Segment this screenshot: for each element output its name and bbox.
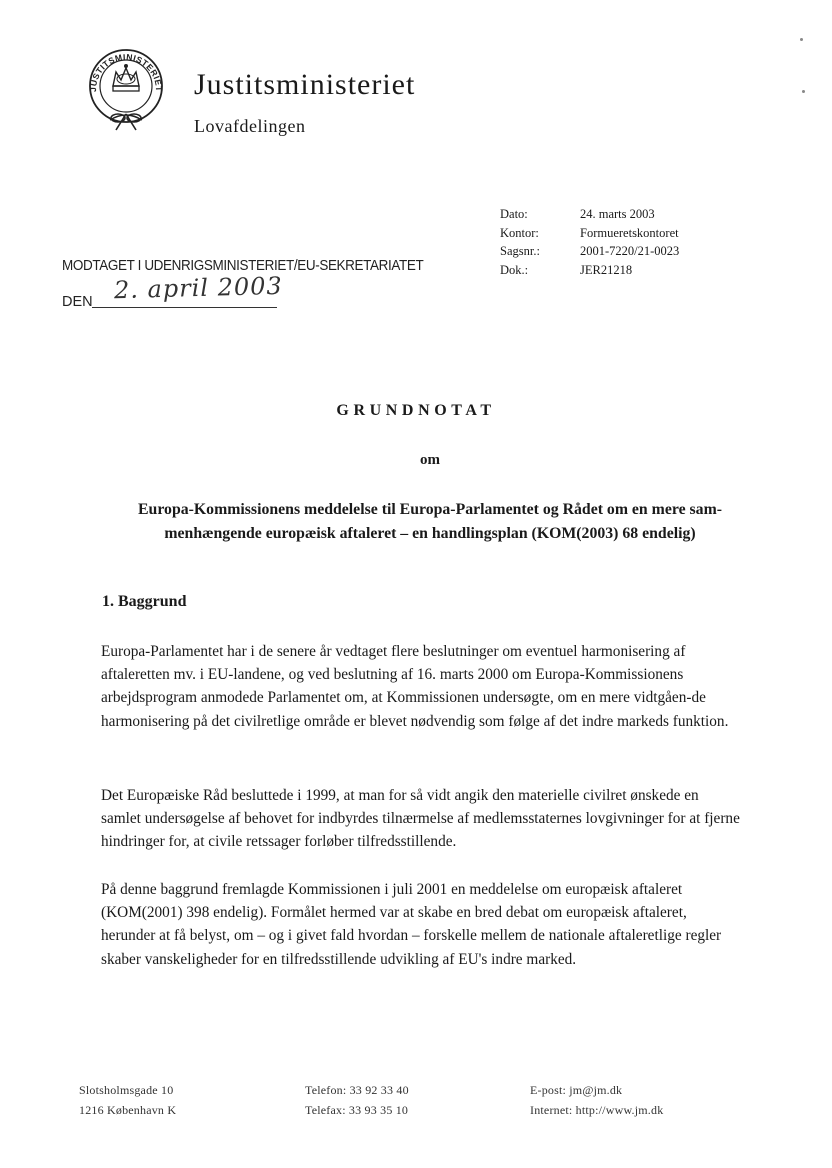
footer-address xyxy=(79,1080,176,1120)
document-subject xyxy=(110,498,750,546)
handwritten-received-date: 2. april 2003 xyxy=(113,271,284,305)
received-stamp-den-label: DEN xyxy=(62,294,93,310)
body-paragraph: Europa-Parlamentet har i de senere år vedtaget flere beslutninger om eventuel harmonisering af aftaleretten mv. i EU-landene, og ved beslutning af 16. marts 2000 om Europa-Kommissionens arbejdsprogram anmodede Parlamentet om, at Kommissionen undersøgte, om en mere vidtgåen-de harmonisering på det civilretlige område er blevet nødvendig som følge af det indre markeds funktion. xyxy=(101,643,729,730)
scan-speck xyxy=(802,90,805,93)
footer-address-street: Slotsholmsgade 10 xyxy=(79,1083,174,1097)
subject-line: menhængende europæisk aftaleret – en handlingsplan (KOM(2003) 68 endelig) xyxy=(164,525,696,542)
document-title: GRUNDNOTAT xyxy=(336,402,496,419)
department-name: Lovafdelingen xyxy=(194,116,306,136)
meta-row-office xyxy=(500,224,679,243)
footer-telephone: Telefon: 33 92 33 40 xyxy=(305,1083,409,1097)
meta-row-doc xyxy=(500,261,679,280)
footer-internet: Internet: http://www.jm.dk xyxy=(530,1103,664,1117)
meta-value: 24. marts 2003 xyxy=(580,207,655,221)
ministry-name: Justitsministeriet xyxy=(194,68,416,101)
footer-address-city: 1216 København K xyxy=(79,1103,177,1117)
footer-telefax: Telefax: 33 93 35 10 xyxy=(305,1103,409,1117)
meta-label: Sagsnr.: xyxy=(500,244,540,259)
scan-speck xyxy=(800,38,803,41)
meta-value: Formueretskontoret xyxy=(580,225,679,240)
meta-label: Dato: xyxy=(500,207,528,221)
meta-value: JER21218 xyxy=(580,262,633,277)
body-paragraph: På denne baggrund fremlagde Kommissionen i juli 2001 en meddelelse om europæisk aftaleret (KOM(2001) 398 endelig). Formålet hermed var at skabe en bred debat om europæisk aftaleret, herunder at få belyst, om – og i givet fald hvordan – forskelle mellem de nationale aftaleretlige regler skaber vanskeligheder for en tilfredsstillende udvikling af EU's indre marked. xyxy=(101,881,722,968)
footer-phone xyxy=(305,1080,409,1120)
received-stamp-title: MODTAGET I UDENRIGSMINISTERIET/EU-SEKRETARIATET xyxy=(62,258,424,274)
section-heading: 1. Baggrund xyxy=(102,593,187,610)
document-om: om xyxy=(420,452,440,468)
meta-label: Dok.: xyxy=(500,262,529,277)
subject-line: Europa-Kommissionens meddelelse til Europa-Parlamentet og Rådet om en mere sam- xyxy=(138,501,722,518)
meta-row-date xyxy=(500,205,679,224)
received-stamp-line xyxy=(92,307,277,308)
document-metadata xyxy=(500,205,679,279)
meta-value: 2001-7220/21-0023 xyxy=(580,244,680,259)
body-paragraph: Det Europæiske Råd besluttede i 1999, at man for så vidt angik den materielle civilret ønskede en samlet undersøgelse af behovet for indbyrdes tilnærmelse af medlemsstaternes lovgivninger for at fjerne hindringer for, at civile retssager forløber tilfredsstillende. xyxy=(101,787,740,851)
seal-text: JUSTITSMINISTERIET xyxy=(87,51,165,92)
ministry-seal-logo xyxy=(80,44,172,136)
meta-row-case xyxy=(500,242,679,261)
meta-label: Kontor: xyxy=(500,225,539,240)
footer-email: E-post: jm@jm.dk xyxy=(530,1083,623,1097)
footer-contact xyxy=(530,1080,663,1120)
